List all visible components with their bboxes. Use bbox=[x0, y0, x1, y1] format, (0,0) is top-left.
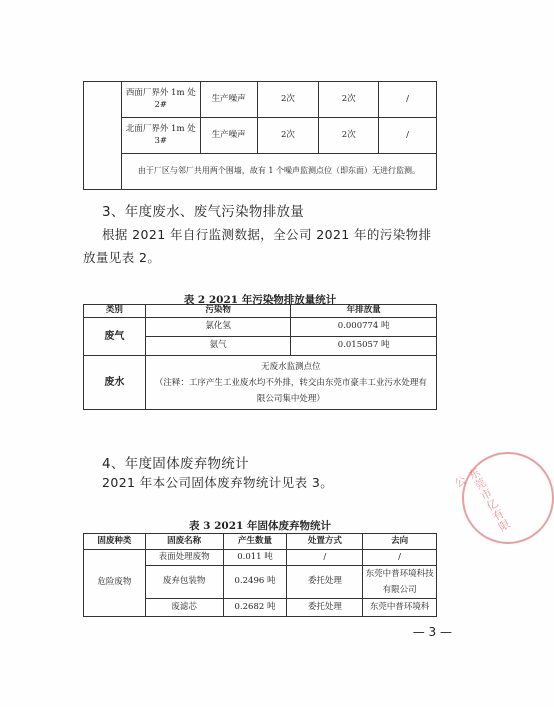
column-header: 年排放量 bbox=[291, 305, 437, 318]
table-2-caption: 表 2 2021 年污染物排放量统计 bbox=[183, 294, 337, 306]
category-cell: 废水 bbox=[84, 356, 146, 410]
waste-method: 委托处理 bbox=[287, 566, 363, 599]
value-cell: / bbox=[379, 118, 437, 154]
page-number: — 3 — bbox=[412, 625, 452, 639]
category-cell: 危险废物 bbox=[84, 550, 146, 617]
waste-qty: 0.011 吨 bbox=[223, 550, 287, 566]
value-cell: 2次 bbox=[257, 118, 319, 154]
pollutant-cell: 氯化氢 bbox=[145, 318, 291, 337]
value-cell: 2次 bbox=[319, 118, 379, 154]
waste-dest: 东莞中普环境科 bbox=[363, 599, 437, 617]
noise-monitoring-table bbox=[83, 81, 437, 190]
category-cell: 废气 bbox=[84, 318, 146, 356]
noise-type: 生产噪声 bbox=[200, 82, 257, 118]
monitoring-location: 北面厂界外 1m 处 3# bbox=[121, 118, 200, 154]
value-cell: 2次 bbox=[257, 82, 319, 118]
monitoring-location: 西面厂界外 1m 处 2# bbox=[121, 82, 200, 118]
noise-type: 生产噪声 bbox=[200, 118, 257, 154]
column-header: 固废名称 bbox=[145, 534, 223, 550]
column-header: 固废种类 bbox=[84, 534, 146, 550]
waste-method: / bbox=[287, 550, 363, 566]
solid-waste-table bbox=[83, 533, 437, 617]
emissions-table bbox=[83, 304, 437, 410]
table-3-caption: 表 3 2021 年固体废弃物统计 bbox=[189, 520, 331, 532]
wastewater-note-cell bbox=[145, 356, 436, 410]
wastewater-note-1: 无废水监测点位 bbox=[261, 361, 321, 372]
amount-cell: 0.015057 吨 bbox=[291, 337, 437, 356]
waste-qty: 0.2682 吨 bbox=[223, 599, 287, 617]
waste-name: 废弃包装物 bbox=[145, 566, 223, 599]
waste-dest: / bbox=[363, 550, 437, 566]
column-header: 类别 bbox=[84, 305, 146, 318]
pollutant-cell: 氨气 bbox=[145, 337, 291, 356]
waste-qty: 0.2496 吨 bbox=[223, 566, 287, 599]
table-note: 由于厂区与邻厂共用两个围墙，故有 1 个噪声监测点位（即东面）无进行监测。 bbox=[121, 154, 436, 190]
column-header: 处置方式 bbox=[287, 534, 363, 550]
section-3-paragraph: 根据 2021 年自行监测数据，全公司 2021 年的污染物排放量见表 2。 bbox=[83, 227, 432, 265]
section-4-heading: 4、年度固体废弃物统计 bbox=[102, 456, 249, 472]
seal-text: 东莞市亿有限公 bbox=[451, 465, 513, 535]
company-seal bbox=[451, 452, 554, 544]
column-header: 产生数量 bbox=[223, 534, 287, 550]
value-cell: / bbox=[379, 82, 437, 118]
waste-dest: 东莞中普环境科技有限公司 bbox=[363, 566, 437, 599]
amount-cell: 0.000774 吨 bbox=[291, 318, 437, 337]
column-header: 去向 bbox=[363, 534, 437, 550]
section-3-heading: 3、年度废水、废气污染物排放量 bbox=[102, 204, 305, 220]
wastewater-note-2: （注释：工序产生工业废水均不外排，转交由东莞市豪丰工业污水处理有限公司集中处理） bbox=[154, 377, 427, 404]
value-cell: 2次 bbox=[319, 82, 379, 118]
waste-method: 委托处理 bbox=[287, 599, 363, 617]
waste-name: 表面处理废物 bbox=[145, 550, 223, 566]
section-4-paragraph: 2021 年本公司固体废弃物统计见表 3。 bbox=[102, 475, 334, 490]
empty-category-cell bbox=[84, 82, 122, 190]
column-header: 污染物 bbox=[145, 305, 291, 318]
waste-name: 废滤芯 bbox=[145, 599, 223, 617]
